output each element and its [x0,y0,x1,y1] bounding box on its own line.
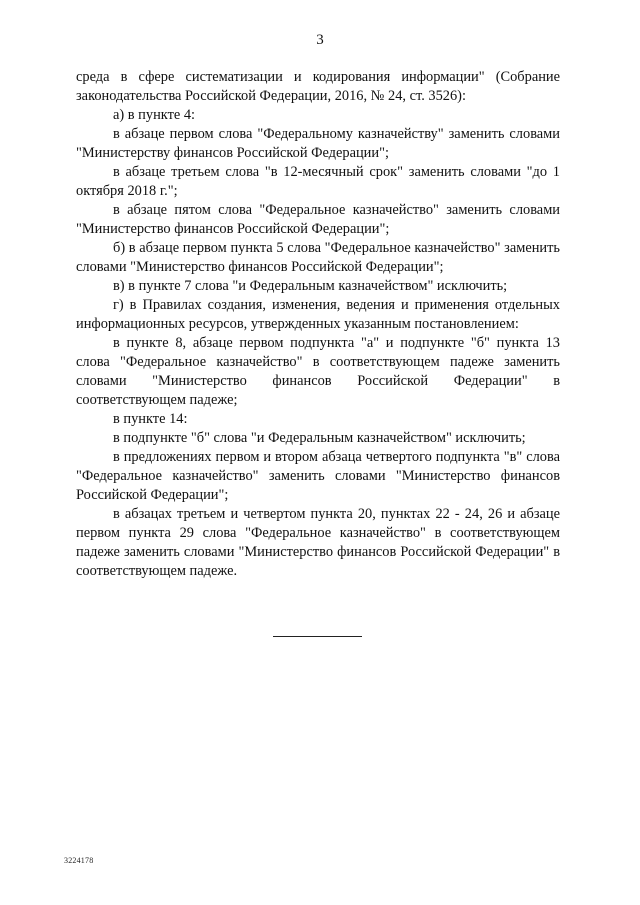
paragraph-points-20-29: в абзацах третьем и четвертом пункта 20, пунктах 22 - 24, 26 и абзаце первом пункта 29 слова "Федеральное казначейство" в соответствующем падеже заменить словами "Министерство финансов Российской Федерации" в соответствующем падеже. [76,506,560,579]
paragraph-a-fifth: в абзаце пятом слова "Федеральное казначейство" заменить словами "Министерство финансов Российской Федерации"; [76,202,560,237]
paragraph-continuation: среда в сфере систематизации и кодирования информации" (Собрание законодательства Российской Федерации, 2016, № 24, ст. 3526): [76,69,560,104]
paragraph-item-b: б) в абзаце первом пункта 5 слова "Федеральное казначейство" заменить словами "Министерство финансов Российской Федерации"; [76,240,560,275]
paragraph-item-a: а) в пункте 4: [113,107,196,123]
paragraph-subpoint-b: в подпункте "б" слова "и Федеральным казначейством" исключить; [113,430,526,446]
document-body [76,68,560,581]
paragraph-subpoint-v: в предложениях первом и втором абзаца четвертого подпункта "в" слова "Федеральное казначейство" заменить словами "Министерство финансов Российской Федерации"; [76,449,560,503]
paragraph-a-first: в абзаце первом слова "Федеральному казначейству" заменить словами "Министерству финансов Российской Федерации"; [76,126,560,161]
paragraph-item-g: г) в Правилах создания, изменения, ведения и применения отдельных информационных ресурсов, утвержденных указанным постановлением: [76,297,560,332]
paragraph-item-v: в) в пункте 7 слова "и Федеральным казначейством" исключить; [113,278,508,294]
paragraph-point-8-13: в пункте 8, абзаце первом подпункта "а" и подпункте "б" пункта 13 слова "Федеральное казначейство" в соответствующем падеже заменить словами "Министерство финансов Российской Федерации" в соответствующем падеже; [76,335,560,408]
paragraph-point-14: в пункте 14: [113,411,188,427]
document-code: 3224178 [64,856,94,865]
paragraph-a-third: в абзаце третьем слова "в 12-месячный срок" заменить словами "до 1 октября 2018 г."; [76,164,560,199]
page-number: 3 [316,32,324,48]
closing-divider [273,636,362,637]
